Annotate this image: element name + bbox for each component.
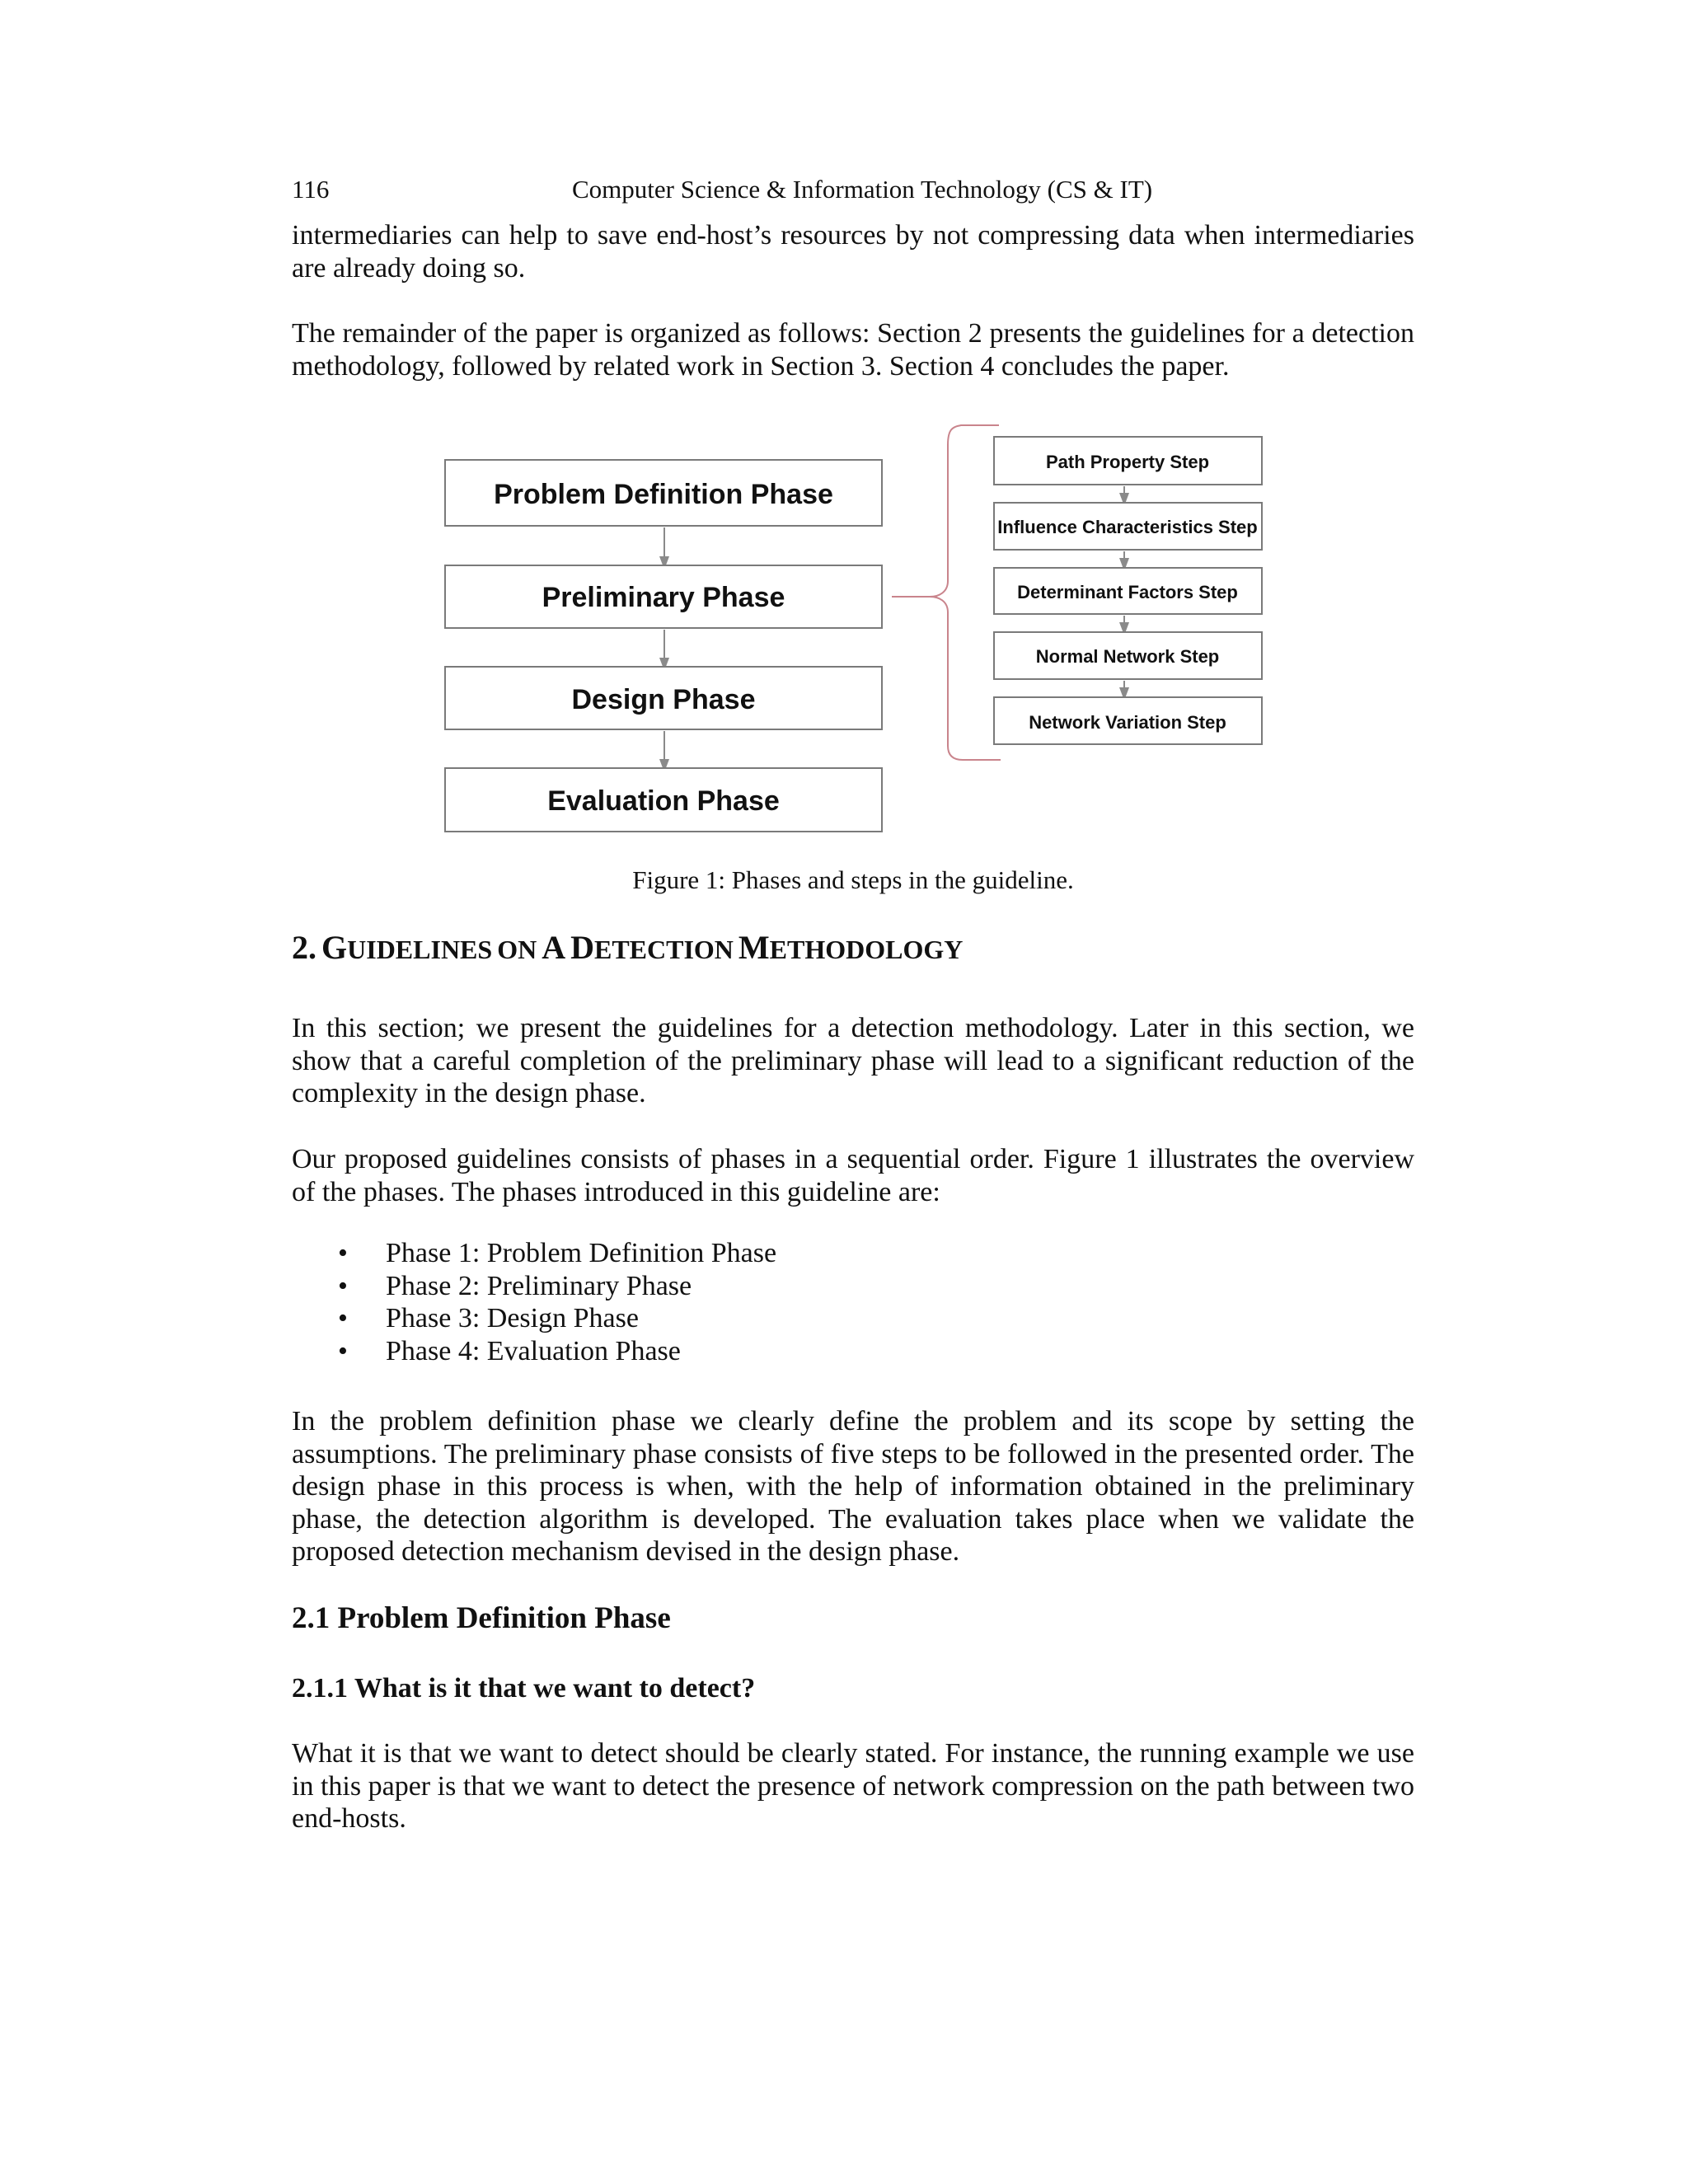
phase-box-preliminary: [445, 565, 882, 628]
heading-rest: ETECTION: [593, 935, 734, 964]
phase-label: Problem Definition Phase: [494, 479, 833, 510]
heading-rest: UIDELINES: [347, 935, 493, 964]
section-2-paragraph-1: In this section; we present the guidelines for a detection methodology. Later in this section, we show that a careful completion of the preliminary phase will lead to a significant reduction of the complexity in the design phase.: [292, 1013, 1414, 1108]
list-item: • Phase 3: Design Phase: [292, 1302, 1116, 1335]
list-item: • Phase 1: Problem Definition Phase: [292, 1237, 1116, 1270]
heading-rest: ON: [497, 935, 537, 964]
heading-cap: G: [321, 929, 348, 966]
section-2-1-1-paragraph: What it is that we want to detect should be clearly stated. For instance, the running example we use in this paper is that we want to detect the presence of network compression on the path between two end-hosts.: [292, 1738, 1414, 1834]
section-2-1-1-heading: 2.1.1 What is it that we want to detect?: [292, 1673, 756, 1704]
step-label: Normal Network Step: [1035, 646, 1220, 667]
step-box-path-property: [994, 437, 1262, 485]
phase-list: [292, 1237, 1116, 1368]
step-box-normal-network: [994, 632, 1262, 679]
phase-box-evaluation: [445, 768, 882, 832]
section-2-heading: [292, 928, 963, 967]
phase-box-design: [445, 667, 882, 729]
phase-label: Evaluation Phase: [547, 785, 780, 817]
step-box-determinant-factors: [994, 568, 1262, 614]
step-box-network-variation: [994, 697, 1262, 744]
section-number: 2.: [292, 929, 316, 966]
section-2-paragraph-2: Our proposed guidelines consists of phases in a sequential order. Figure 1 illustrates the overview of the phases. The phases introduced in this guideline are:: [292, 1144, 1414, 1207]
page-number: 116: [292, 175, 330, 204]
brace-lower: [930, 597, 1001, 760]
phase-box-problem-definition: [445, 460, 882, 526]
step-box-influence-characteristics: [994, 503, 1262, 550]
step-label: Influence Characteristics Step: [997, 517, 1258, 537]
phase-label: Design Phase: [571, 684, 756, 715]
section-2-paragraph-3: In the problem definition phase we clearly define the problem and its scope by setting the assumptions. The preliminary phase consists of five steps to be followed in the presented order. The design phase in this process is when, with the help of information obtained in the preliminary phase, the detection algorithm is developed. The evaluation takes place when we validate the proposed detection mechanism devised in the design phase.: [292, 1406, 1414, 1567]
brace-upper: [892, 425, 999, 597]
step-label: Network Variation Step: [1029, 712, 1226, 733]
heading-cap: M: [738, 929, 770, 966]
heading-rest: ETHODOLOGY: [769, 935, 964, 964]
phase-label: Preliminary Phase: [542, 582, 785, 613]
heading-cap: A: [542, 929, 566, 966]
intro-paragraph-1: intermediaries can help to save end-host’s resources by not compressing data when intermediaries are already doing so.: [292, 220, 1414, 284]
phases-steps-diagram: [0, 0, 1688, 857]
figure-caption: Figure 1: Phases and steps in the guideline.: [632, 865, 1074, 894]
step-label: Determinant Factors Step: [1017, 582, 1238, 602]
list-item: • Phase 2: Preliminary Phase: [292, 1270, 1116, 1303]
section-2-1-heading: 2.1 Problem Definition Phase: [292, 1601, 671, 1635]
step-label: Path Property Step: [1045, 452, 1210, 472]
heading-cap: D: [570, 929, 594, 966]
intro-paragraph-2: The remainder of the paper is organized as follows: Section 2 presents the guidelines for a detection methodology, followed by related work in Section 3. Section 4 concludes the paper.: [292, 318, 1414, 382]
journal-title: Computer Science & Information Technology (CS & IT): [572, 175, 1153, 204]
list-item: • Phase 4: Evaluation Phase: [292, 1335, 1116, 1368]
